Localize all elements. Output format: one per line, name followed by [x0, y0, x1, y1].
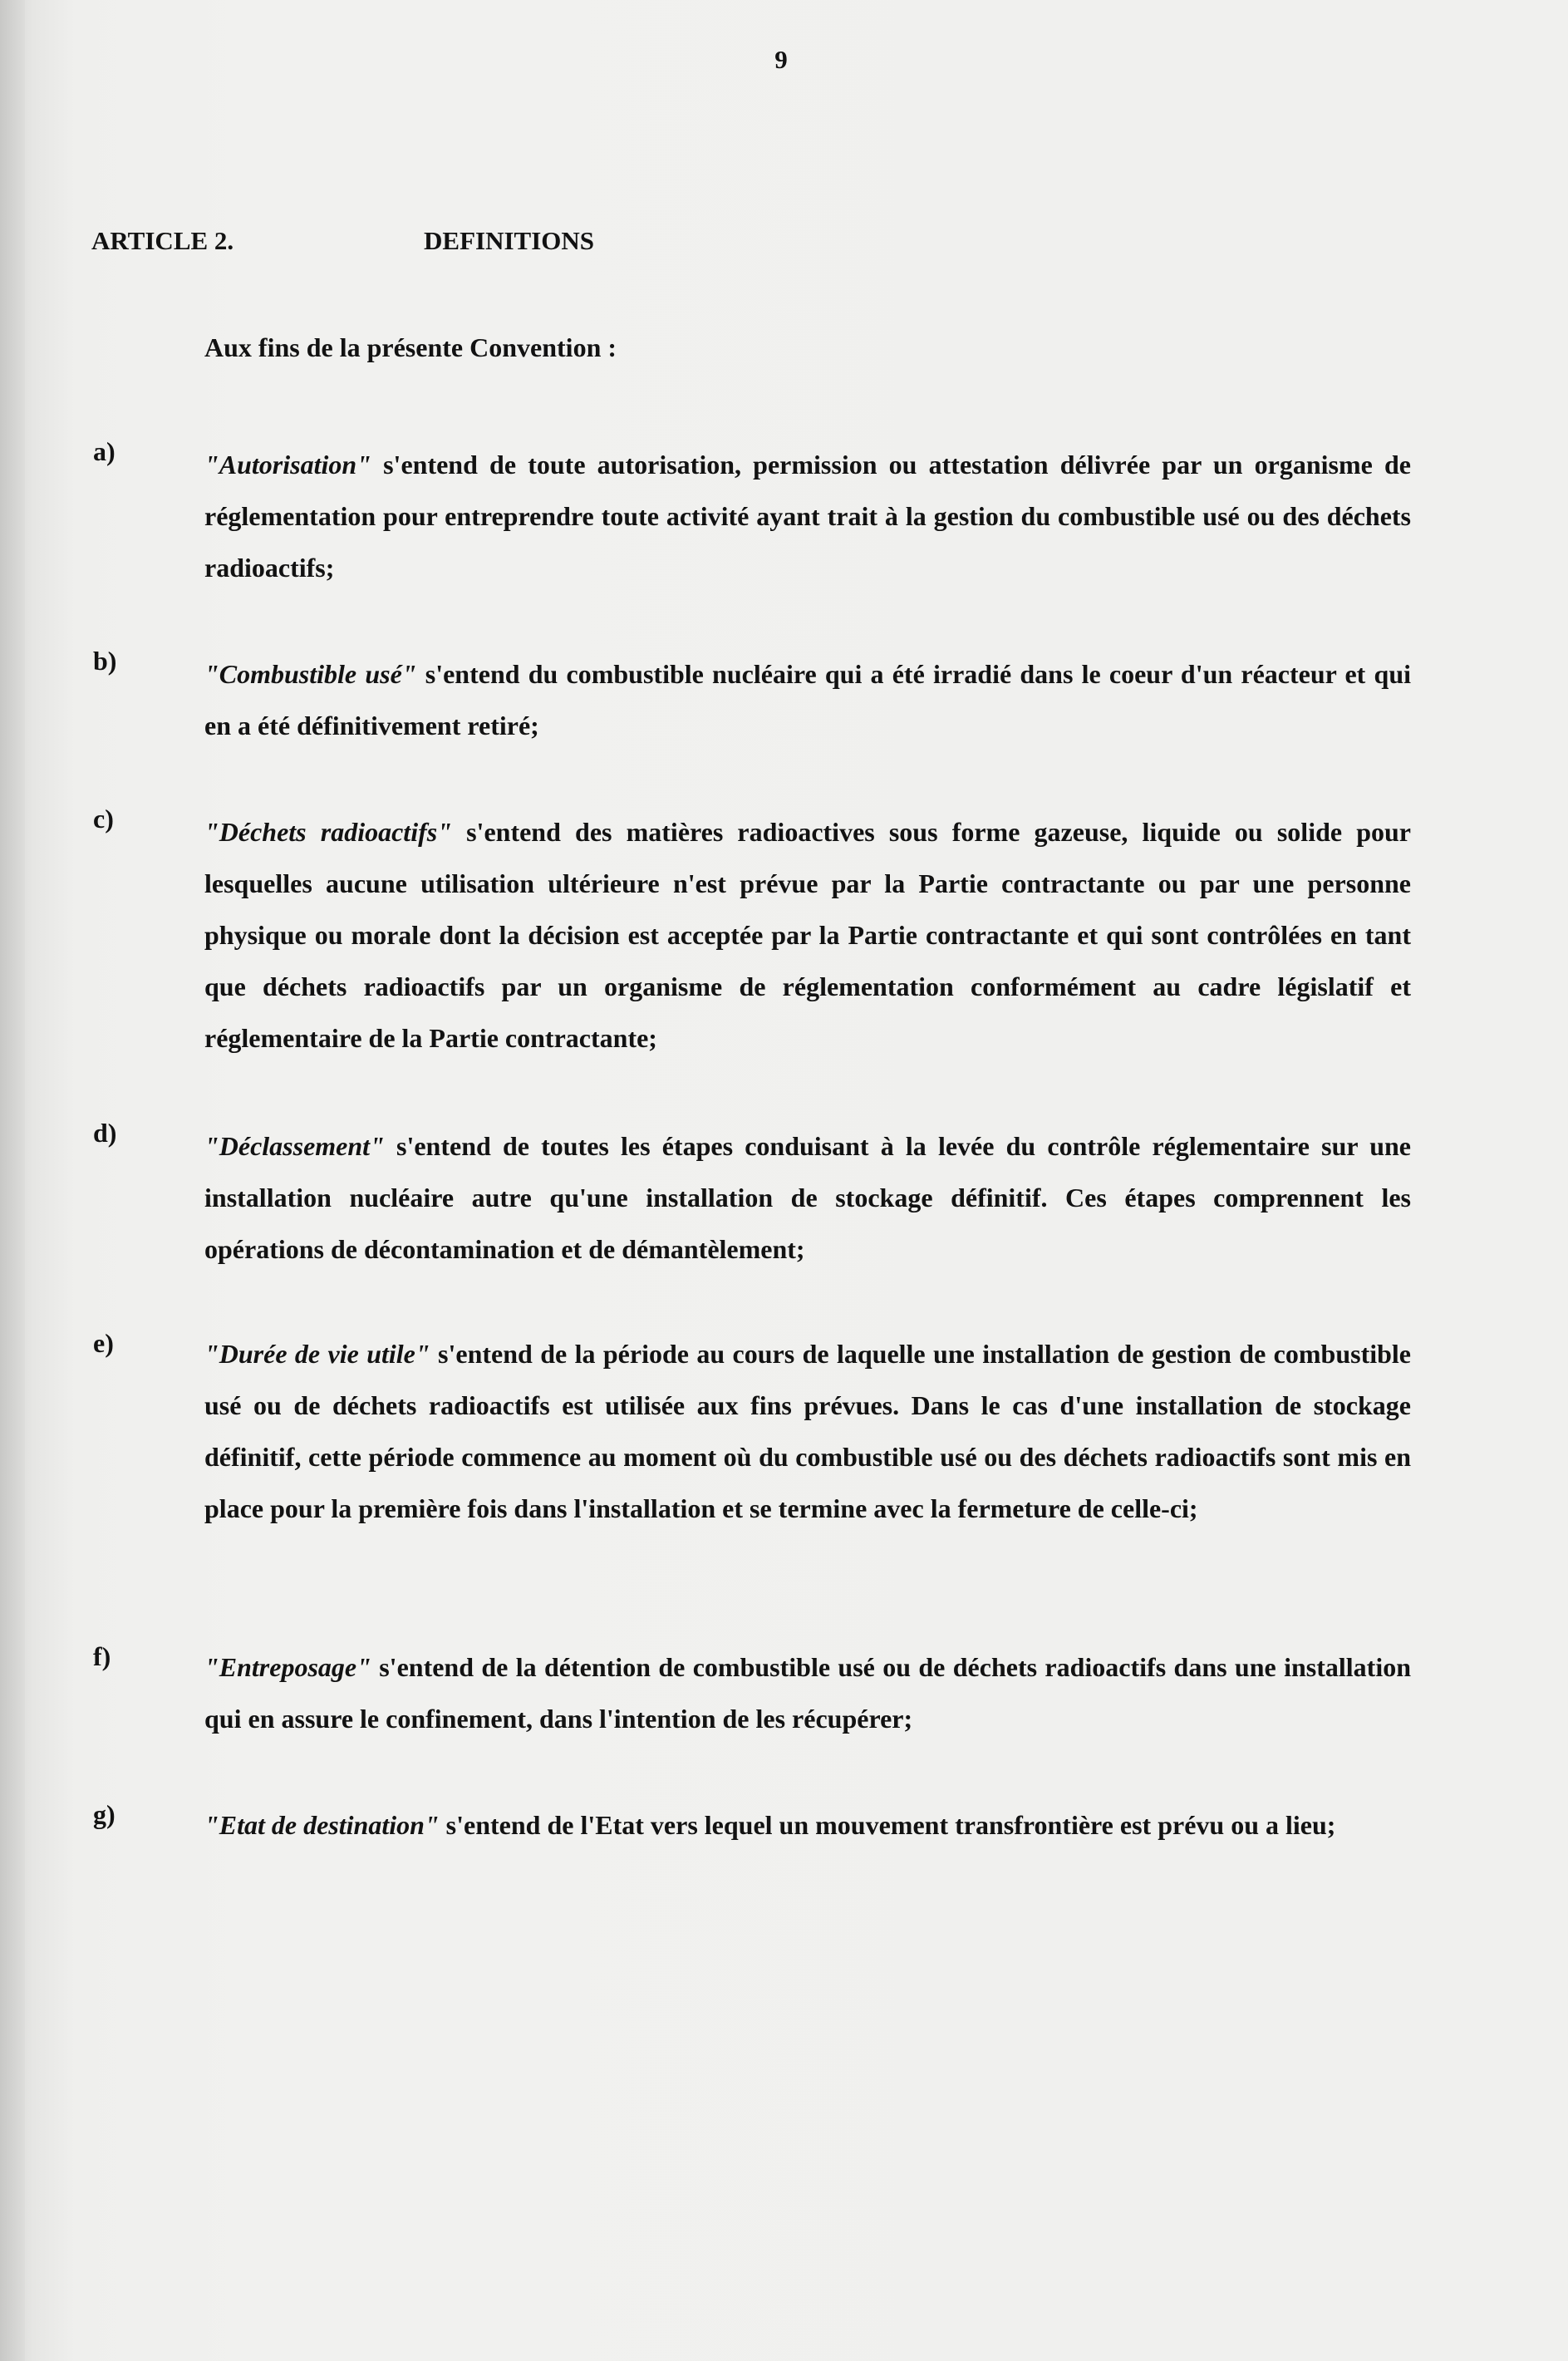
definition-term: "Autorisation": [204, 450, 371, 480]
intro-text: Aux fins de la présente Convention :: [204, 332, 617, 362]
definition-item: [204, 1328, 1411, 1534]
page-number: 9: [774, 45, 788, 74]
definition-item: [204, 439, 1411, 593]
definition-letter: c): [93, 804, 114, 834]
definition-letter: f): [93, 1641, 111, 1671]
definition-text: s'entend de la détention de combustible usé ou de déchets radioactifs dans une installation qui en assure le confinement, dans l'intention de les récupérer;: [204, 1652, 1411, 1734]
definition-term: "Entreposage": [204, 1652, 371, 1682]
article-label: ARTICLE 2.: [91, 226, 234, 255]
definition-term: "Déchets radioactifs": [204, 817, 452, 847]
definition-letter: a): [93, 436, 116, 466]
definition-letter: g): [93, 1799, 116, 1829]
definition-item: [204, 1641, 1411, 1744]
definition-letter: d): [93, 1118, 117, 1148]
definition-term: "Etat de destination": [204, 1810, 440, 1840]
definition-text: s'entend de toutes les étapes conduisant à la levée du contrôle réglementaire sur une installation nucléaire autre qu'une installation de stockage définitif. Ces étapes comprennent les opérations de décontamination et de démantèlement;: [204, 1131, 1411, 1264]
page-binding-edge: [0, 0, 25, 2361]
definition-term: "Déclassement": [204, 1131, 385, 1161]
definition-letter: b): [93, 646, 117, 676]
definition-text: s'entend du combustible nucléaire qui a été irradié dans le coeur d'un réacteur et qui en a été définitivement retiré;: [204, 659, 1412, 740]
definition-item: [204, 806, 1411, 1064]
definition-term: "Combustible usé": [204, 659, 417, 689]
definition-text: s'entend de toute autorisation, permission ou attestation délivrée par un organisme de réglementation pour entreprendre toute activité ayant trait à la gestion du combustible usé ou des déchets radioactifs;: [204, 450, 1411, 583]
article-title: DEFINITIONS: [424, 226, 594, 255]
definition-letter: e): [93, 1328, 114, 1358]
definition-term: "Durée de vie utile": [204, 1339, 430, 1369]
definition-item: [204, 648, 1411, 751]
definition-text: s'entend de l'Etat vers lequel un mouvement transfrontière est prévu ou a lieu;: [439, 1810, 1336, 1840]
definition-text: s'entend des matières radioactives sous forme gazeuse, liquide ou solide pour lesquelles aucune utilisation ultérieure n'est prévue par la Partie contractante ou par une personne physique ou morale dont la décision est acceptée par la Partie contractante et qui sont contrôlées en tant que déchets radioactifs par un organisme de réglementation conformément au cadre législatif et réglementaire de la Partie contractante;: [204, 817, 1412, 1053]
definition-text: s'entend de la période au cours de laquelle une installation de gestion de combustible usé ou de déchets radioactifs est utilisée aux fins prévues. Dans le cas d'une installation de stockage définitif, cette période commence au moment où du combustible usé ou des déchets radioactifs sont mis en place pour la première fois dans l'installation et se termine avec la fermeture de celle-ci;: [204, 1339, 1412, 1523]
article-heading: [91, 226, 594, 256]
definition-item: [204, 1120, 1411, 1275]
definition-item: [204, 1799, 1411, 1851]
